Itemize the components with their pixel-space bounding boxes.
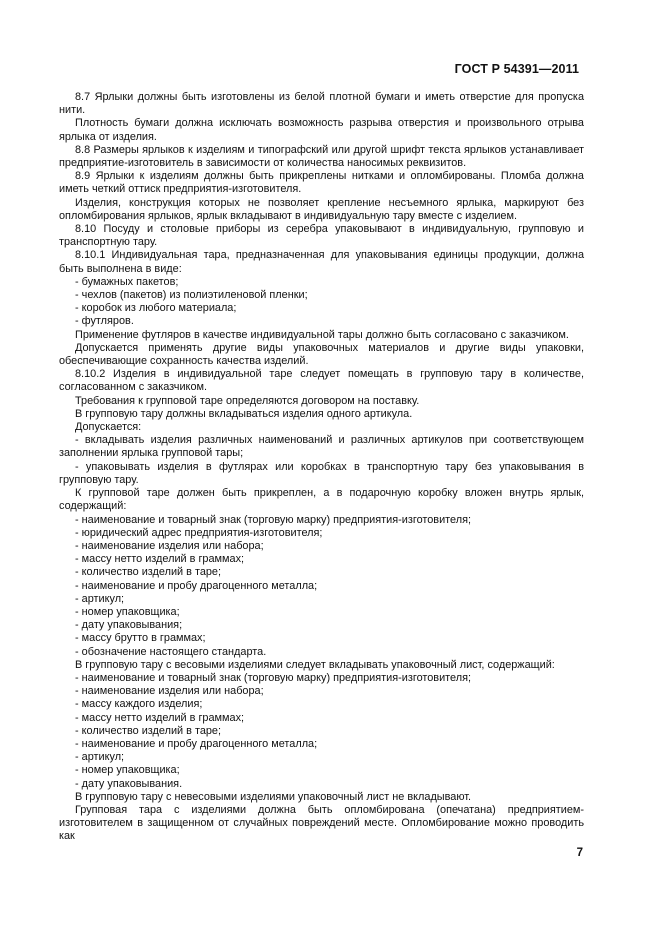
paragraph-other-packaging: Допускается применять другие виды упаковочных материалов и другие виды упаковки, обеспечивающие сохранность качества изделий.	[59, 341, 584, 368]
document-body	[59, 91, 584, 844]
paragraph-allowed: Допускается:	[75, 421, 142, 434]
list-item: - номер упаковщика;	[75, 605, 180, 618]
list-item: - упаковывать изделия в футлярах или коробках в транспортную тару без упаковывания в групповую тару.	[59, 460, 584, 486]
list-item: - артикул;	[75, 751, 125, 764]
list-item: - артикул;	[75, 592, 125, 605]
paragraph-8-10: 8.10 Посуду и столовые приборы из серебра упаковывают в индивидуальную, групповую и транспортную тару.	[59, 223, 584, 249]
paragraph-8-10-1: 8.10.1 Индивидуальная тара, предназначенная для упаковывания единицы продукции, должна быть выполнена в виде:	[59, 249, 584, 275]
list-item: - наименование и товарный знак (торговую марку) предприятия-изготовителя;	[75, 671, 472, 684]
paragraph-cases-agreement: Применение футляров в качестве индивидуальной тары должно быть согласовано с заказчиком.	[75, 328, 569, 341]
list-item: - юридический адрес предприятия-изготовителя;	[75, 526, 323, 539]
paragraph-8-9: 8.9 Ярлыки к изделиям должны быть прикреплены нитками и опломбированы. Пломба должна иметь четкий оттиск предприятия-изготовителя.	[59, 170, 584, 196]
list-item: - чехлов (пакетов) из полиэтиленовой пленки;	[75, 289, 308, 302]
list-item: - бумажных пакетов;	[75, 275, 179, 288]
list-item: - наименование и пробу драгоценного металла;	[75, 737, 318, 750]
paragraph-8-10-2: 8.10.2 Изделия в индивидуальной таре следует помещать в групповую тару в количестве, согласованном с заказчиком.	[59, 368, 584, 394]
list-item: - наименование и товарный знак (торговую марку) предприятия-изготовителя;	[75, 513, 472, 526]
list-item: - наименование изделия или набора;	[75, 539, 264, 552]
paragraph-group-sealing: Групповая тара с изделиями должна быть опломбирована (опечатана) предприятием-изготовителем в защищенном от случайных повреждений месте. Опломбирование можно проводить как	[59, 803, 584, 843]
page-number: 7	[576, 847, 583, 859]
list-item: - обозначение настоящего стандарта.	[75, 645, 267, 658]
paragraph-8-8: 8.8 Размеры ярлыков к изделиям и типографский или другой шрифт текста ярлыков устанавливает предприятие-изготовитель в зависимости от количества наносимых реквизитов.	[59, 143, 584, 170]
list-item: - вкладывать изделия различных наименований и различных артикулов при соответствующем заполнении ярлыка групповой тары;	[59, 434, 584, 460]
paragraph-8-7: 8.7 Ярлыки должны быть изготовлены из белой плотной бумаги и иметь отверстие для пропуска нити.	[59, 91, 584, 117]
list-item: - массу нетто изделий в граммах;	[75, 553, 245, 566]
list-item: - номер упаковщика;	[75, 764, 180, 777]
list-item: - коробок из любого материала;	[75, 302, 237, 315]
list-item: - количество изделий в таре;	[75, 566, 222, 579]
list-item: - массу брутто в граммах;	[75, 632, 206, 645]
list-item: - футляров.	[75, 315, 134, 328]
paragraph-group-requirements: Требования к групповой таре определяются договором на поставку.	[75, 394, 420, 407]
paragraph-non-weight-items: В групповую тару с невесовыми изделиями упаковочный лист не вкладывают.	[75, 790, 472, 803]
paragraph-one-article: В групповую тару должны вкладываться изделия одного артикула.	[75, 407, 413, 420]
list-item: - дату упаковывания;	[75, 619, 183, 632]
paragraph-group-label: К групповой таре должен быть прикреплен, а в подарочную коробку вложен внутрь ярлык, содержащий:	[59, 487, 584, 513]
list-item: - количество изделий в таре;	[75, 724, 222, 737]
list-item: - наименование и пробу драгоценного металла;	[75, 579, 318, 592]
document-header: ГОСТ Р 54391—2011	[454, 62, 579, 76]
paragraph-paper-density: Плотность бумаги должна исключать возможность разрыва отверстия и произвольного отрыва ярлыка от изделия.	[59, 117, 584, 143]
list-item: - массу нетто изделий в граммах;	[75, 711, 245, 724]
paragraph-unsealed-labels: Изделия, конструкция которых не позволяет крепление несъемного ярлыка, маркируют без опломбирования ярлыков, ярлык вкладывают в индивидуальную тару вместе с изделием.	[59, 196, 584, 222]
list-item: - массу каждого изделия;	[75, 698, 203, 711]
list-item: - наименование изделия или набора;	[75, 685, 264, 698]
list-item: - дату упаковывания.	[75, 777, 183, 790]
paragraph-weight-items: В групповую тару с весовыми изделиями следует вкладывать упаковочный лист, содержащий:	[75, 658, 555, 671]
